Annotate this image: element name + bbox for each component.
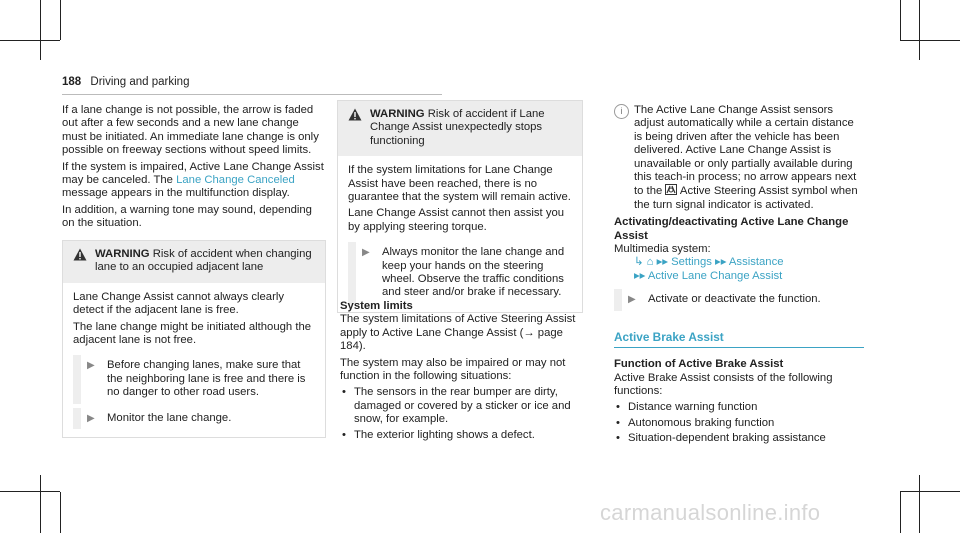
warning-header (63, 241, 325, 283)
bullet-list (340, 386, 584, 442)
multimedia-label: Multimedia system: (614, 243, 711, 256)
crop-mark (900, 491, 960, 492)
crop-mark (40, 475, 41, 533)
instruction-step: ▶ Activate or deactivate the function. (614, 293, 864, 306)
warning-label: WARNING (95, 248, 150, 260)
path-settings: Settings (671, 256, 712, 269)
instruction-step: ▶ Before changing lanes, make sure that the neighboring lane is free and there is no danger to other road users. (73, 359, 315, 399)
menu-path (614, 270, 864, 283)
paragraph: The system may also be impaired or may not function in the following situations: (340, 356, 566, 383)
warning-body (63, 283, 325, 437)
crop-mark (900, 492, 901, 533)
warning-body (338, 156, 582, 312)
message-link: Lane Change Canceled (176, 174, 295, 187)
subsection-title: Function of Active Brake Assist (614, 358, 784, 371)
menu-path-arrow-icon: ↳ (634, 256, 644, 269)
steering-assist-icon (665, 184, 677, 195)
warning-triangle-icon (348, 108, 362, 121)
path-separator-icon: ▸▸ (634, 269, 646, 282)
warning-header (338, 101, 582, 156)
crop-mark (60, 492, 61, 533)
paragraph: Active Brake Assist consists of the following functions: (614, 371, 833, 397)
column-1 (62, 104, 324, 234)
page-number: 188 (62, 76, 82, 88)
list-item: • Autonomous braking function (614, 417, 864, 430)
crop-mark (40, 0, 41, 60)
warning-box-2 (337, 100, 583, 313)
warning-headline: Risk of accident if Lane Change Assist unexpectedly stops functioning (370, 108, 545, 147)
watermark: carmanualsonline.info (600, 500, 821, 525)
step-arrow-icon: ▶ (87, 360, 95, 372)
warning-headline: Risk of accident when changing lane to an occupied adjacent lane (95, 248, 312, 274)
paragraph: Lane Change Assist cannot then assist you by applying steering torque. (348, 207, 565, 233)
paragraph: The lane change might be initiated although the adjacent lane is not free. (73, 320, 312, 347)
subsection-title: Activating/deactivating Active Lane Change Assist (614, 216, 849, 242)
warning-label: WARNING (370, 108, 425, 120)
crop-mark (919, 475, 920, 533)
page-header (62, 76, 189, 88)
list-item: • The exterior lighting shows a defect. (340, 429, 584, 442)
section-heading: Active Brake Assist (614, 331, 864, 348)
crop-mark (0, 491, 60, 492)
paragraph: If the system limitations for Lane Change Assist have been reached, there is no guarantee that the system will remain active. (348, 164, 571, 204)
list-item: • Situation-dependent braking assistance (614, 432, 864, 445)
paragraph: If a lane change is not possible, the arrow is faded out after a few seconds and a new lane change must be initiated. An immediate lane change is only possible on freeway sections without speed limits. (62, 104, 319, 157)
system-limits (340, 300, 584, 444)
paragraph: The system limitations of Active Steering Assist apply to Active Lane Change Assist (→ page 184). (340, 313, 576, 353)
path-separator-icon: ▸▸ (656, 256, 668, 269)
warning-box-1 (62, 240, 326, 438)
note: i The Active Lane Change Assist sensors adjust automatically while a certain distance is being driven after the vehicle has been delivered. Active Lane Change Assist is unavailable or only partially available during this teach-in process; no arrow appears next to the Active Steering Assist symbol when the turn signal indicator is activated. (614, 104, 864, 212)
path-separator-icon: ▸▸ (715, 256, 727, 269)
crop-mark (60, 0, 61, 40)
column-3 (614, 104, 864, 448)
crop-mark (900, 0, 901, 40)
warning-triangle-icon (73, 248, 87, 261)
paragraph: Lane Change Assist cannot always clearly detect if the adjacent lane is free. (73, 290, 284, 317)
header-rule (62, 94, 442, 95)
list-item: • The sensors in the rear bumper are dirty, damaged or covered by a sticker or ice and snow, for example. (340, 386, 584, 426)
home-icon: ⌂ (646, 256, 654, 269)
section-name: Driving and parking (90, 76, 190, 88)
menu-path (614, 256, 864, 269)
crop-mark (0, 40, 60, 41)
path-active-lane-change: Active Lane Change Assist (647, 269, 783, 282)
step-arrow-icon: ▶ (362, 247, 370, 259)
list-item: • Distance warning function (614, 401, 864, 414)
bullet-list (614, 401, 864, 445)
info-icon: i (614, 104, 629, 119)
step-arrow-icon: ▶ (87, 412, 95, 424)
crop-mark (900, 40, 960, 41)
instruction-step: ▶ Always monitor the lane change and keep your hands on the steering wheel. Observe the traffic conditions and steer and/or brake if necessary. (348, 246, 572, 300)
paragraph: If the system is impaired, Active Lane Change Assist may be canceled. The Lane Change Canceled message appears in the multifunction display. (62, 160, 324, 200)
paragraph: In addition, a warning tone may sound, depending on the situation. (62, 203, 312, 230)
subsection-title: System limits (340, 300, 413, 312)
instruction-step: ▶ Monitor the lane change. (73, 412, 315, 425)
step-arrow-icon: ▶ (628, 294, 636, 306)
crop-mark (919, 0, 920, 60)
path-assistance: Assistance (728, 256, 784, 269)
